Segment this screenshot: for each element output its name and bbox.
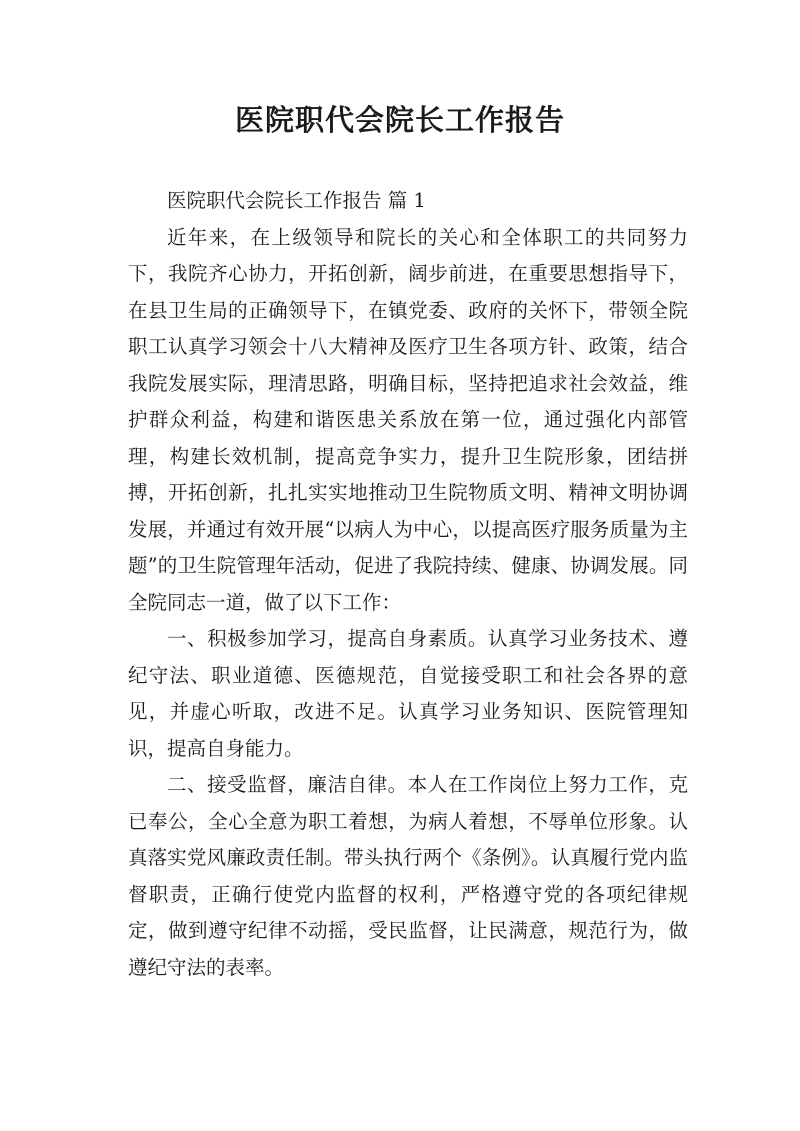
paragraph-study: 一、积极参加学习，提高自身素质。认真学习业务技术、遵纪守法、职业道德、医德规范，自觉接受职工和社会各界的意见，并虚心听取，改进不足。认真学习业务知识、医院管理知识，提高自身能力。 [128,627,688,760]
document-body [128,183,688,986]
document-title: 医院职代会院长工作报告 [234,103,565,137]
paragraph-intro: 近年来，在上级领导和院长的关心和全体职工的共同努力下，我院齐心协力，开拓创新，阔步前进，在重要思想指导下，在县卫生局的正确领导下，在镇党委、政府的关怀下，带领全院职工认真学习领会十八大精神及医疗卫生各项方针、政策，结合我院发展实际，理清思路，明确目标，坚持把追求社会效益，维护群众利益，构建和谐医患关系放在第一位，通过强化内部管理，构建长效机制，提高竞争实力，提升卫生院形象，团结拼搏，开拓创新，扎扎实实地推动卫生院物质文明、精神文明协调发展，并通过有效开展“以病人为中心，以提高医疗服务质量为主题”的卫生院管理年活动，促进了我院持续、健康、协调发展。同全院同志一道，做了以下工作： [128,225,688,614]
paragraph-supervision: 二、接受监督，廉洁自律。本人在工作岗位上努力工作，克已奉公，全心全意为职工着想，为病人着想，不辱单位形象。认真落实党风廉政责任制。带头执行两个《条例》。认真履行党内监督职责，正确行使党内监督的权利，严格遵守党的各项纪律规定，做到遵守纪律不动摇，受民监督，让民满意，规范行为，做遵纪守法的表率。 [128,773,688,979]
section-heading: 医院职代会院长工作报告 篇 1 [167,189,426,212]
